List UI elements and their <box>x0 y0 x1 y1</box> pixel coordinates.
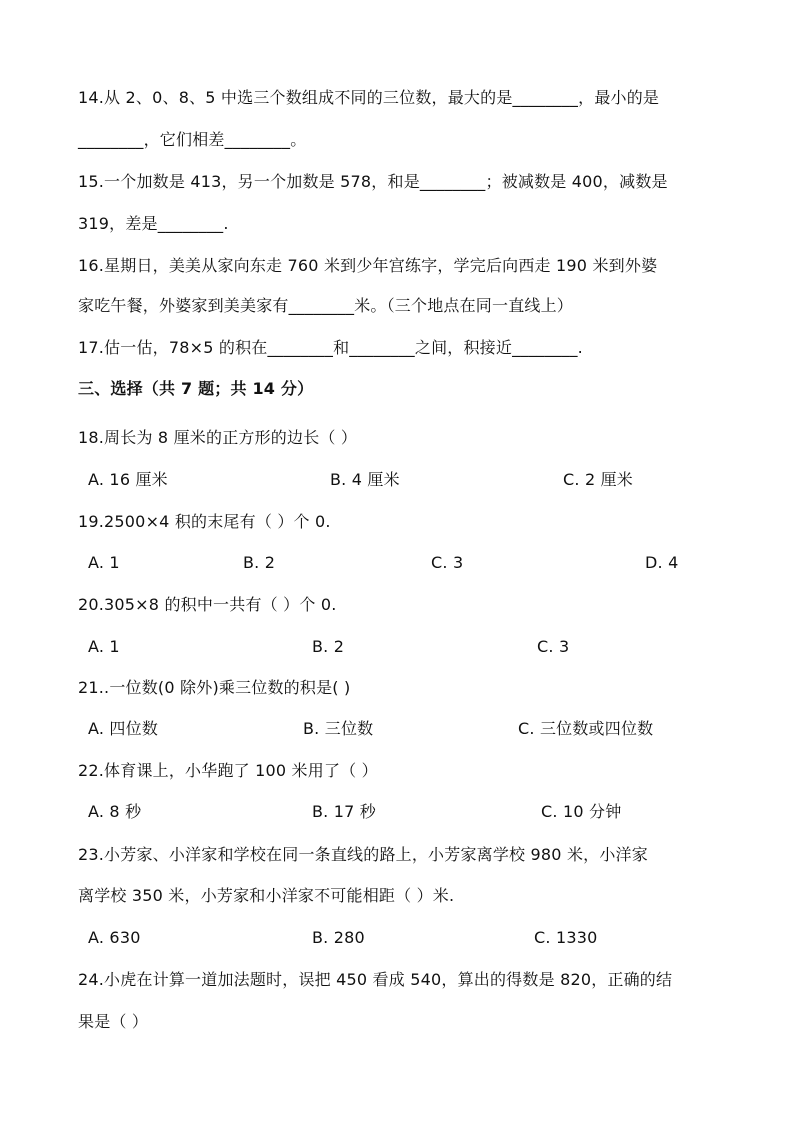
q22-option-a[interactable]: A. 8 秒 <box>88 802 142 821</box>
q14-line1: 14.从 2、0、8、5 中选三个数组成不同的三位数，最大的是________，最小的是 <box>78 88 660 107</box>
q20-option-c[interactable]: C. 3 <box>537 637 570 656</box>
q18-option-c[interactable]: C. 2 厘米 <box>563 470 634 489</box>
q19-option-c[interactable]: C. 3 <box>431 553 464 572</box>
q22-option-b[interactable]: B. 17 秒 <box>312 802 376 821</box>
q23-option-c[interactable]: C. 1330 <box>534 928 598 947</box>
q17-line1: 17.估一估，78×5 的积在________和________之间，积接近________. <box>78 338 583 357</box>
q16-line2: 家吃午餐，外婆家到美美家有________米。（三个地点在同一直线上） <box>78 296 574 315</box>
q21-option-b[interactable]: B. 三位数 <box>303 719 374 738</box>
q23-option-a[interactable]: A. 630 <box>88 928 141 947</box>
q20-option-a[interactable]: A. 1 <box>88 637 120 656</box>
q15-line1: 15.一个加数是 413，另一个加数是 578，和是________；被减数是 400，减数是 <box>78 172 668 191</box>
q24-line2: 果是（ ） <box>78 1012 149 1031</box>
q15-line2: 319，差是________. <box>78 214 229 233</box>
q23-option-b[interactable]: B. 280 <box>312 928 365 947</box>
q22-stem: 22.体育课上，小华跑了 100 米用了（ ） <box>78 761 378 780</box>
q19-option-b[interactable]: B. 2 <box>243 553 276 572</box>
q18-stem: 18.周长为 8 厘米的正方形的边长（ ） <box>78 428 358 447</box>
q20-option-b[interactable]: B. 2 <box>312 637 345 656</box>
q22-option-c[interactable]: C. 10 分钟 <box>541 802 622 821</box>
q19-stem: 19.2500×4 积的末尾有（ ）个 0. <box>78 512 331 531</box>
q23-line2: 离学校 350 米，小芳家和小洋家不可能相距（ ）米. <box>78 886 455 905</box>
q20-stem: 20.305×8 的积中一共有（ ）个 0. <box>78 595 337 614</box>
q18-option-b[interactable]: B. 4 厘米 <box>330 470 400 489</box>
q16-line1: 16.星期日，美美从家向东走 760 米到少年宫练字，学完后向西走 190 米到外婆 <box>78 256 658 275</box>
q21-option-a[interactable]: A. 四位数 <box>88 719 159 738</box>
q18-option-a[interactable]: A. 16 厘米 <box>88 470 168 489</box>
q14-line2: ________，它们相差________。 <box>78 130 307 149</box>
q19-option-a[interactable]: A. 1 <box>88 553 120 572</box>
q23-line1: 23.小芳家、小洋家和学校在同一条直线的路上，小芳家离学校 980 米，小洋家 <box>78 845 648 864</box>
q24-line1: 24.小虎在计算一道加法题时，误把 450 看成 540，算出的得数是 820，正确的结 <box>78 970 673 989</box>
q19-option-d[interactable]: D. 4 <box>645 553 679 572</box>
section-heading: 三、选择（共 7 题；共 14 分） <box>78 379 314 398</box>
q21-stem: 21..一位数(0 除外)乘三位数的积是( ) <box>78 678 351 697</box>
q21-option-c[interactable]: C. 三位数或四位数 <box>518 719 654 738</box>
